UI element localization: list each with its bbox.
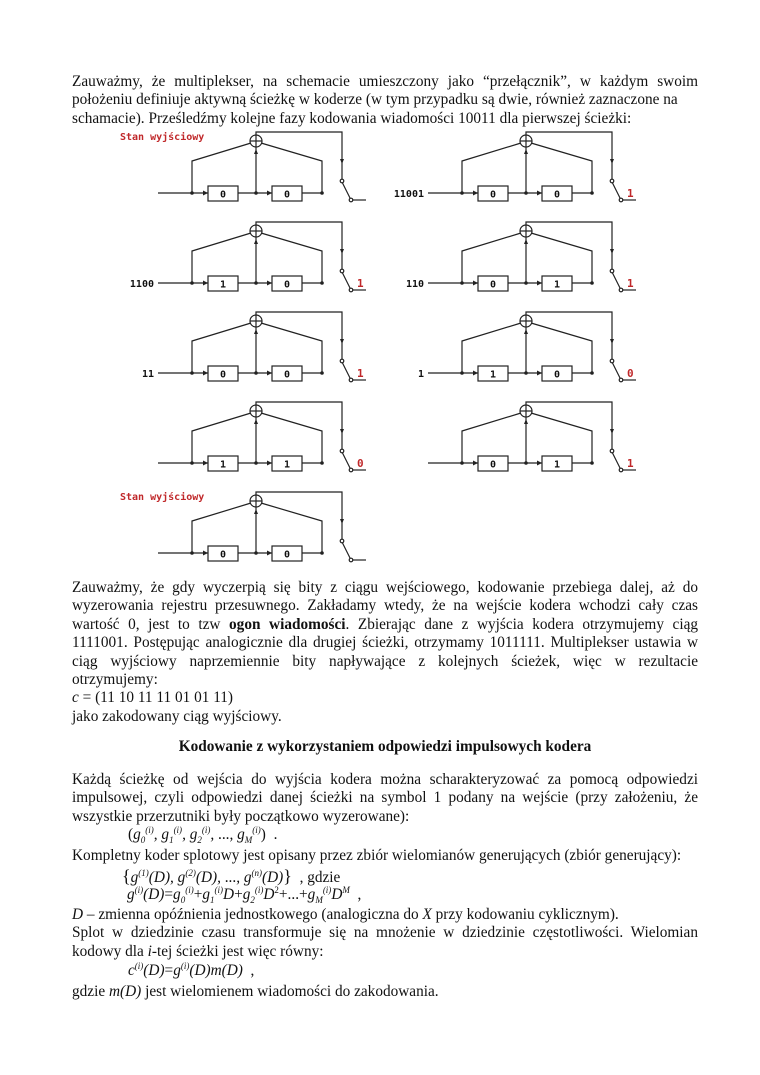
register-1-value: 0	[219, 189, 227, 201]
input-sequence-label: 11	[141, 369, 154, 380]
input-sequence-label: 1	[417, 369, 424, 380]
tail-line-3-a: wartość 0, jest to tzw	[72, 615, 230, 633]
convolutional-encoder-schematic	[110, 398, 400, 488]
tail-line-8: jako zakodowany ciąg wyjściowy.	[72, 707, 282, 725]
section-heading: Kodowanie z wykorzystaniem odpowiedzi impulsowych kodera	[178, 738, 592, 755]
last-a: gdzie	[72, 983, 109, 1000]
impulse-line-3: wszystkie przerzutniki były początkowo wyzerowane):	[72, 807, 410, 825]
output-bit: 1	[627, 277, 634, 290]
convolutional-encoder-schematic	[360, 128, 650, 218]
convolution-line-1: Splot w dziedzinie czasu transformuje się na mnożenie w dziedzinie częstotliwości. Wielomian	[72, 924, 698, 942]
encoder-diagram-step-6	[110, 398, 400, 488]
delay-desc-a: – zmienna opóźnienia jednostkowego (analogiczna do	[83, 906, 423, 923]
register-1-value: 1	[489, 369, 497, 381]
tail-line-4: 1111001. Postępując analogicznie dla drugiej ścieżki, otrzymamy 1011111. Multiplekser ustawia w	[72, 634, 698, 652]
encoder-diagram-step-1	[360, 128, 650, 218]
conv-2-b: -tej ścieżki jest więc równy:	[151, 942, 324, 960]
x-var: X	[422, 906, 432, 923]
i-var: i	[147, 942, 152, 960]
tail-line-6: otrzymujemy:	[72, 671, 158, 689]
impulse-paragraph	[72, 771, 698, 826]
delay-desc-b: przy kodowaniu cyklicznym).	[431, 906, 619, 923]
encoder-diagram-step-7	[360, 398, 650, 488]
output-bit: 1	[357, 367, 364, 380]
intro-paragraph	[72, 73, 698, 128]
convolution-line-2	[72, 943, 698, 961]
encoder-diagram-step-3	[360, 218, 650, 308]
input-sequence-label: 11001	[393, 189, 424, 200]
convolutional-encoder-schematic	[110, 128, 400, 218]
tail-line-3-b: . Zbierając dane z wyjścia kodera otrzymujemy ciąg	[345, 615, 699, 633]
tail-line-1: Zauważmy, że gdy wyczerpią się bity z ciągu wejściowego, kodowanie przebiega dalej, aż do	[72, 579, 698, 596]
register-2-value: 0	[283, 549, 291, 561]
message-polynomial-line	[72, 983, 698, 1001]
register-1-value: 0	[219, 369, 227, 381]
last-b: jest wielomienem wiadomości do zakodowania.	[141, 983, 439, 1000]
output-bit: 0	[627, 367, 634, 380]
register-1-value: 0	[489, 189, 497, 201]
code-sequence	[72, 689, 698, 707]
ogon-wiadomosci-term: ogon wiadomości	[229, 615, 346, 633]
encoder-diagram-state-initial-bottom	[110, 488, 400, 578]
generator-polynomial-formula: $g^{(i)}(D)=g_0^{(i)}+g_1^{(i)}D+g_2^{(i)}D^2+...+g_M^{(i)}D^M$ ,	[127, 884, 362, 906]
state-label: Stan wyjściowy	[120, 132, 205, 143]
impulse-line-1: Każdą ścieżkę od wejścia do wyjścia kodera można scharakteryzować za pomocą odpowiedzi	[72, 771, 698, 788]
encoder-diagram-state-initial-top	[110, 128, 400, 218]
output-bit: 1	[627, 457, 634, 470]
codeword-polynomial-formula: $c^{(i)}(D)=g^{(i)}(D)m(D)$ ,	[128, 960, 255, 979]
encoder-diagram-step-4	[110, 308, 400, 398]
intro-line-1: Zauważmy, że multiplekser, na schemacie umieszczony jako “przełącznik”, w każdym swoim	[72, 73, 698, 90]
code-value: = (11 10 11 11 01 01 11)	[78, 689, 234, 707]
register-2-value: 0	[283, 369, 291, 381]
convolutional-encoder-schematic	[110, 218, 400, 308]
generator-set-paragraph	[72, 847, 698, 865]
register-1-value: 1	[219, 279, 227, 291]
convolutional-encoder-schematic	[360, 398, 650, 488]
input-sequence-label: 110	[405, 279, 424, 290]
gdzie-label: , gdzie	[299, 869, 341, 886]
delay-paragraph	[72, 906, 698, 961]
conv-2-a: kodowy dla	[72, 942, 148, 960]
delay-line	[72, 906, 698, 924]
impulse-response-formula: ($g_0^{(i)}$, $g_1^{(i)}$, $g_2^{(i)}$, ..., $g_M^{(i)}$) .	[128, 824, 278, 846]
convolutional-encoder-schematic	[360, 218, 650, 308]
register-1-value: 0	[489, 279, 497, 291]
generator-set-text: Kompletny koder splotowy jest opisany przez zbiór wielomianów generujących (zbiór generujący):	[72, 847, 682, 864]
tail-line-5: ciąg wyjściowy naprzemiennie bity napływające z kolejnych ścieżek, więc w rezultacie	[72, 652, 698, 670]
register-2-value: 0	[553, 189, 561, 201]
convolutional-encoder-schematic	[360, 308, 650, 398]
intro-line-2: położeniu definiuje aktywną ścieżkę w koderze (w tym przypadku są dwie, również zaznaczone na	[72, 91, 678, 109]
code-var: c	[72, 689, 79, 707]
register-1-value: 0	[219, 549, 227, 561]
state-label: Stan wyjściowy	[120, 492, 205, 503]
intro-line-3: schamacie). Prześledźmy kolejne fazy kodowania wiadomości 10011 dla pierwszej ścieżki:	[72, 109, 632, 127]
tail-line-2: wyzerowania rejestru przesuwnego. Zakładamy wtedy, że na wejście kodera wchodzi cały czas	[72, 597, 698, 615]
input-sequence-label: 1100	[129, 279, 154, 290]
output-bit: 1	[627, 187, 634, 200]
register-2-value: 1	[553, 279, 561, 291]
register-2-value: 0	[553, 369, 561, 381]
register-2-value: 0	[283, 279, 291, 291]
convolutional-encoder-schematic	[110, 488, 400, 578]
output-bit: 1	[357, 277, 364, 290]
tail-paragraph	[72, 579, 698, 726]
register-1-value: 0	[489, 459, 497, 471]
d-var: D	[72, 906, 84, 923]
tail-line-3	[72, 616, 698, 634]
convolutional-encoder-schematic	[110, 308, 400, 398]
register-2-value: 1	[553, 459, 561, 471]
impulse-line-2: impulsowej, czyli odpowiedzi danej ścieżki na symbol 1 podany na wejście (przy założeniu, że	[72, 789, 698, 807]
register-2-value: 1	[283, 459, 291, 471]
generator-set-formula: {$g^{(1)}(D)$, $g^{(2)}(D)$, ..., $g^{(n)}(D)$} , gdzie	[122, 866, 341, 886]
encoder-diagram-step-2	[110, 218, 400, 308]
register-2-value: 0	[283, 189, 291, 201]
output-bit: 0	[357, 457, 364, 470]
register-1-value: 1	[219, 459, 227, 471]
message-polynomial-paragraph	[72, 983, 698, 1001]
m-var: m(D)	[108, 983, 142, 1000]
encoder-diagram-step-5	[360, 308, 650, 398]
